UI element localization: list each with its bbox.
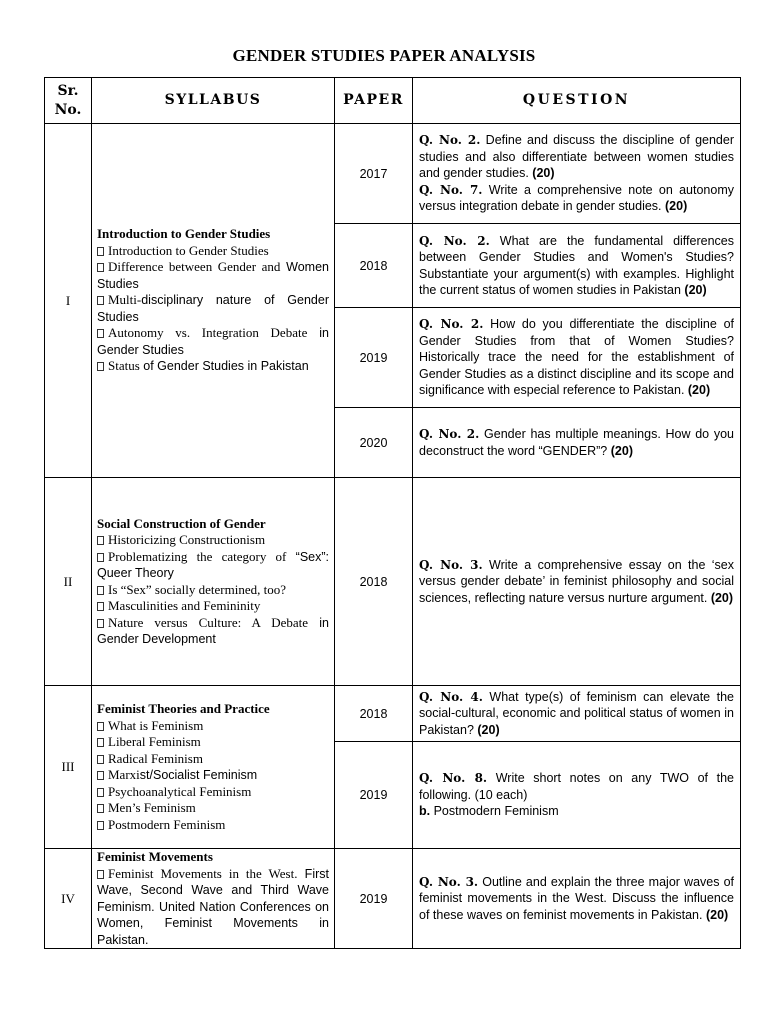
syllabus-item: [97, 751, 329, 768]
syllabus-item-lead: Liberal Feminism: [108, 734, 201, 749]
question-number: Q. No. 4.: [419, 689, 483, 704]
question-number: Q. No. 2.: [419, 233, 490, 248]
table-row: [45, 686, 741, 742]
bullet-box-icon: [97, 553, 104, 562]
syllabus-cell: [92, 849, 335, 949]
syllabus-cell: [92, 124, 335, 478]
question-text: [419, 233, 734, 299]
question-body: Outline and explain the three major waves of feminist movements in the West. Discuss the influence of these waves on feminist movements in Pakistan.: [419, 874, 734, 922]
syllabus-item-lead: Nature versus Culture: A Debate: [108, 614, 309, 630]
syllabus-item-lead: Men’s Feminism: [108, 800, 196, 815]
question-body: What type(s) of feminism can elevate the social-cultural, economic and political status of women in Pakistan?: [419, 689, 734, 737]
syllabus-item: [97, 325, 329, 358]
paper-year-cell: 2019: [335, 308, 413, 408]
syllabus-item-lead: Feminist Movements in the West.: [108, 865, 298, 881]
question-text: [419, 182, 734, 215]
header-paper: PAPER: [335, 78, 413, 124]
syllabus-item-lead: Difference between Gender and: [108, 259, 281, 275]
header-sr-no: Sr. No.: [45, 78, 92, 124]
question-text: [419, 426, 734, 459]
bullet-box-icon: [97, 619, 104, 628]
syllabus-item-lead: Historicizing Constructionism: [108, 532, 266, 547]
syllabus-item-rest: of Gender Studies in Pakistan: [139, 359, 309, 374]
bullet-box-icon: [97, 296, 104, 305]
question-cell: [413, 224, 741, 308]
syllabus-item: [97, 358, 329, 375]
bullet-box-icon: [97, 788, 104, 797]
syllabus-heading: Social Construction of Gender: [97, 515, 266, 531]
syllabus-cell: [92, 478, 335, 686]
syllabus-item: [97, 259, 329, 292]
syllabus-item-lead: Introduction to Gender Studies: [108, 242, 269, 258]
syllabus-item-lead: Status: [108, 358, 140, 374]
paper-year-cell: 2018: [335, 478, 413, 686]
question-marks: (20): [477, 722, 500, 737]
syllabus-item: [97, 615, 329, 648]
question-body: How do you differentiate the discipline of Gender Studies from that of Women Studies? Historically trace the need for the establishment of Gender Studies as a distinct discipline and its scope and significance with especial reference to Pakistan.: [419, 317, 734, 398]
question-marks: (20): [705, 907, 729, 922]
table-body: [45, 124, 741, 949]
syllabus-item: [97, 243, 329, 260]
question-cell: [413, 124, 741, 224]
question-text: [419, 557, 734, 607]
question-marks: (20): [710, 590, 734, 605]
question-cell: [413, 308, 741, 408]
syllabus-item: [97, 532, 329, 549]
question-cell: [413, 478, 741, 686]
question-number: Q. No. 8.: [419, 771, 488, 786]
paper-year-cell: 2017: [335, 124, 413, 224]
syllabus-item-rest: st/Socialist Feminism: [139, 768, 258, 782]
bullet-box-icon: [97, 804, 104, 813]
header-row: [45, 78, 741, 124]
question-number: Q. No. 3.: [419, 874, 479, 889]
syllabus-item-rest: “Sex”: Queer Theory: [97, 549, 330, 580]
paper-year-cell: 2018: [335, 686, 413, 742]
question-body: Write a comprehensive note on autonomy versus integration debate in gender studies.: [419, 182, 734, 214]
header-syllabus: SYLLABUS: [92, 78, 335, 124]
question-marks: (20): [532, 166, 555, 181]
question-cell: [413, 849, 741, 949]
bullet-box-icon: [97, 738, 104, 747]
bullet-box-icon: [97, 329, 104, 338]
syllabus-item-lead: Multi-: [108, 292, 142, 308]
paper-year-cell: 2019: [335, 742, 413, 849]
syllabus-item-lead: Marxi: [108, 767, 140, 782]
sr-no-cell: IV: [45, 849, 92, 949]
bullet-box-icon: [97, 755, 104, 764]
table-row: [45, 124, 741, 224]
syllabus-item-lead: Masculinities and Femininity: [108, 598, 261, 613]
syllabus-item-rest: in Gender Development: [97, 615, 329, 646]
question-cell: [413, 742, 741, 849]
syllabus-item-rest: First Wave, Second Wave and Third Wave Feminism. United Nation Conferences on Women, Feminist Movements in Pakistan.: [97, 866, 329, 947]
question-number: Q. No. 2.: [419, 427, 480, 441]
syllabus-heading: Feminist Theories and Practice: [97, 701, 270, 716]
syllabus-item-rest: Women Studies: [97, 260, 329, 291]
question-marks: (20): [610, 443, 633, 458]
question-body: What are the fundamental differences between Gender Studies and Women's Studies? Substantiate your argument(s) with examples. Highlight the current status of women studies in Pakistan: [419, 233, 734, 297]
syllabus-item-lead: Problematizing the category of: [108, 548, 287, 564]
subpart-text: Postmodern Feminism: [430, 804, 559, 819]
document-title: GENDER STUDIES PAPER ANALYSIS: [232, 46, 536, 65]
question-marks: (20): [684, 283, 707, 297]
syllabus-item: [97, 582, 329, 599]
question-number: Q. No. 3.: [419, 557, 483, 572]
question-body: Write short notes on any TWO of the following. (10 each): [419, 771, 734, 802]
syllabus-item: [97, 767, 329, 784]
bullet-box-icon: [97, 586, 104, 595]
bullet-box-icon: [97, 263, 104, 272]
subpart-label: b.: [419, 804, 431, 819]
syllabus-cell: [92, 686, 335, 849]
bullet-box-icon: [97, 536, 104, 545]
question-cell: [413, 408, 741, 478]
bullet-box-icon: [97, 247, 104, 256]
bullet-box-icon: [97, 722, 104, 731]
question-marks: (20): [687, 383, 711, 398]
question-text: [419, 874, 734, 924]
sr-no-cell: III: [45, 686, 92, 849]
syllabus-item-lead: Postmodern Feminism: [108, 816, 226, 832]
syllabus-item: [97, 817, 329, 834]
question-text: [419, 689, 734, 739]
question-body: Gender has multiple meanings. How do you deconstruct the word “GENDER”?: [419, 427, 734, 458]
question-text: [419, 316, 734, 399]
syllabus-item: [97, 292, 329, 325]
bullet-box-icon: [97, 362, 104, 371]
question-number: Q. No. 7.: [419, 182, 483, 197]
sr-no-cell: II: [45, 478, 92, 686]
question-cell: [413, 686, 741, 742]
syllabus-item: [97, 718, 329, 735]
paper-analysis-table: [44, 77, 741, 949]
question-body: Define and discuss the discipline of gender studies and also differentiate between women studies and gender studies.: [419, 133, 734, 181]
paper-year-cell: 2018: [335, 224, 413, 308]
syllabus-item-lead: What is Feminism: [108, 717, 204, 733]
paper-year-cell: 2020: [335, 408, 413, 478]
syllabus-item: [97, 866, 329, 949]
question-text: [419, 132, 734, 182]
bullet-box-icon: [97, 771, 104, 780]
bullet-box-icon: [97, 602, 104, 611]
header-question: QUESTION: [413, 78, 741, 124]
sr-no-cell: I: [45, 124, 92, 478]
syllabus-item-lead: Radical Feminism: [108, 750, 203, 766]
question-marks: (20): [665, 199, 688, 214]
syllabus-item: [97, 800, 329, 817]
question-text: [419, 770, 734, 803]
table-row: [45, 478, 741, 686]
syllabus-item: [97, 549, 329, 582]
syllabus-item: [97, 784, 329, 801]
question-body: Write a comprehensive essay on the ‘sex versus gender debate’ in feminist philosophy and social sciences, reflecting nature versus nurture argument.: [419, 557, 734, 605]
syllabus-heading: Introduction to Gender Studies: [97, 226, 271, 242]
question-number: Q. No. 2.: [419, 133, 481, 148]
syllabus-item: [97, 734, 329, 751]
table-row: [45, 849, 741, 949]
syllabus-item: [97, 598, 329, 615]
question-number: Q. No. 2.: [419, 317, 484, 332]
syllabus-item-lead: Autonomy vs. Integration Debate: [108, 325, 308, 341]
question-subpart: [419, 803, 734, 820]
syllabus-item-rest: disciplinary nature of Gender Studies: [97, 293, 329, 324]
syllabus-item-lead: Is “Sex” socially determined, too?: [108, 581, 286, 597]
bullet-box-icon: [97, 870, 104, 879]
syllabus-item-lead: Psychoanalytical Feminism: [108, 783, 252, 799]
syllabus-heading: Feminist Movements: [97, 849, 213, 864]
syllabus-item-rest: in Gender Studies: [97, 326, 330, 357]
paper-year-cell: 2019: [335, 849, 413, 949]
bullet-box-icon: [97, 821, 104, 830]
